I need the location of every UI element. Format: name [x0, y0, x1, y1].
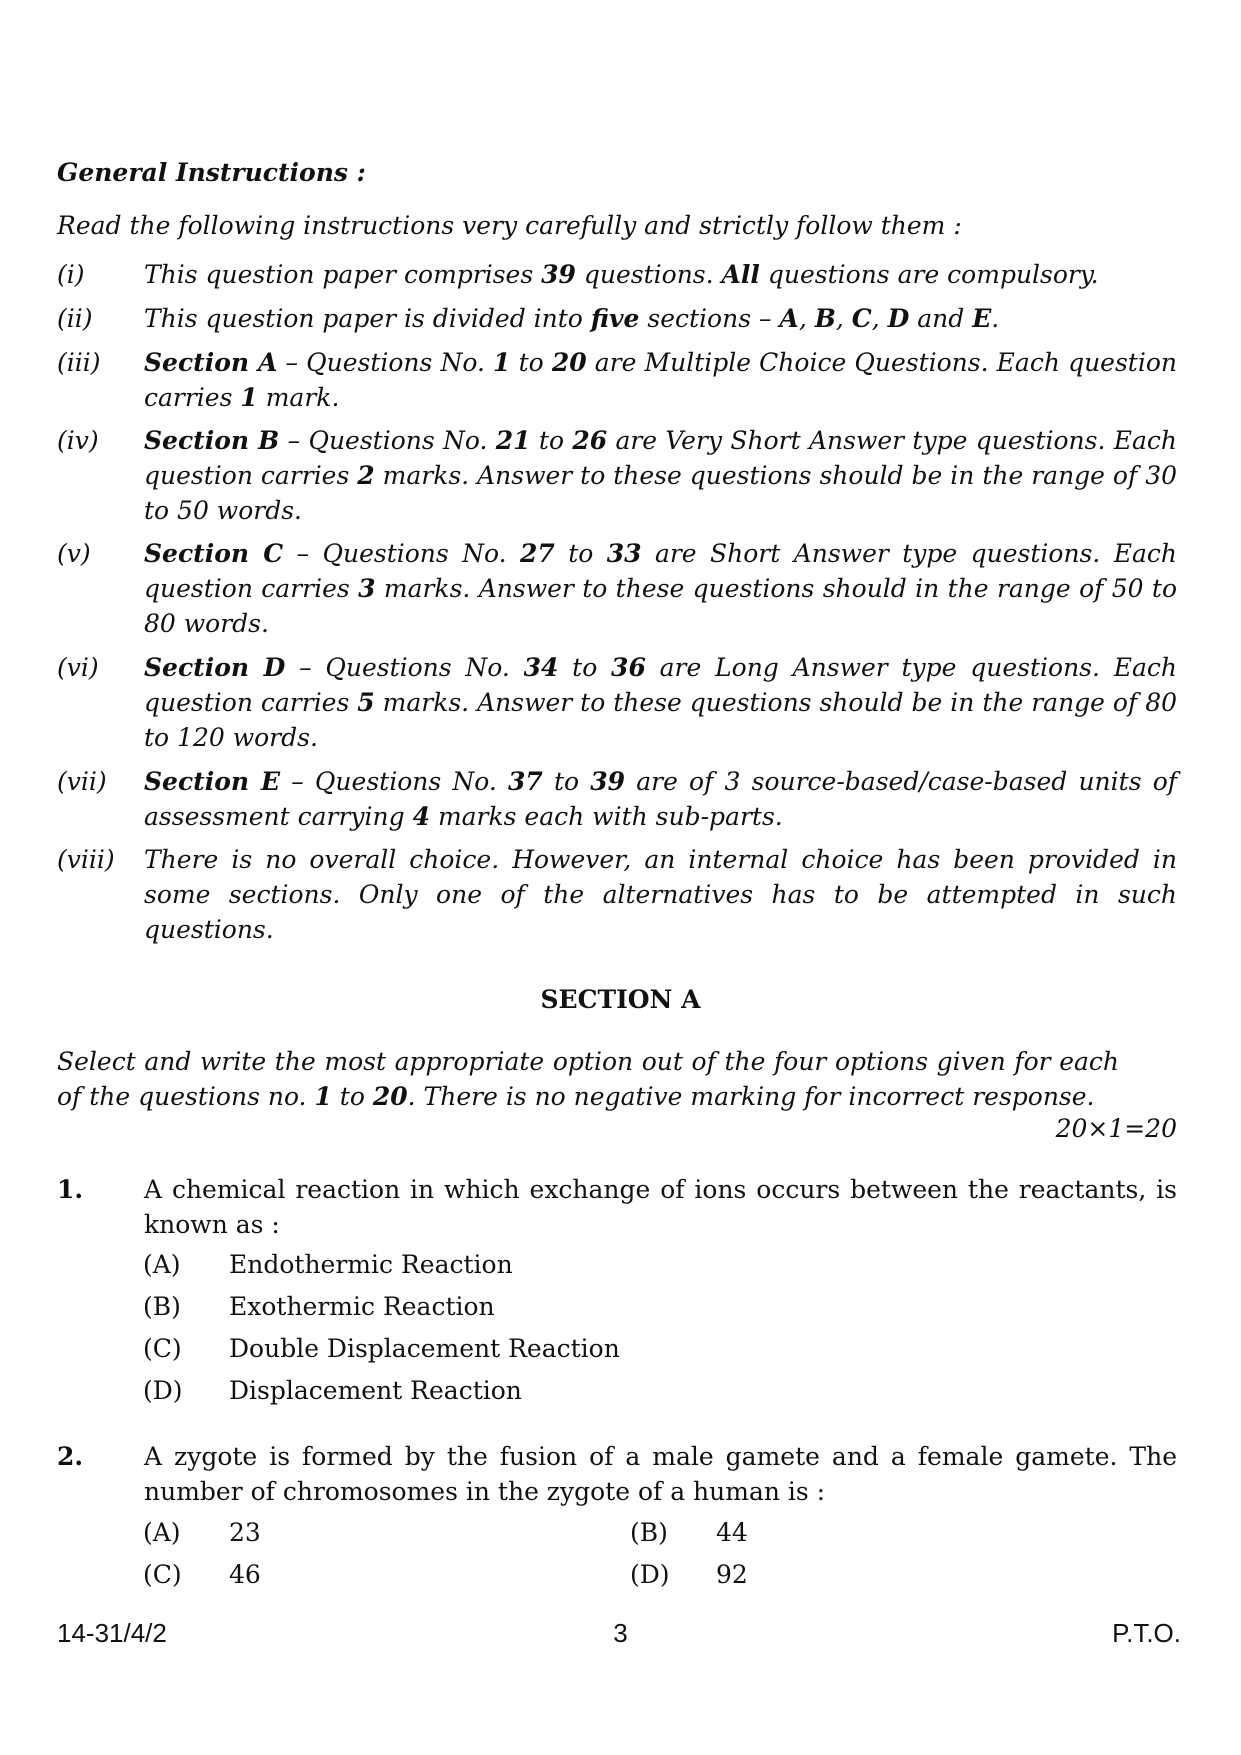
- instruction-number: (vii): [57, 767, 107, 796]
- instruction-number: (vi): [57, 653, 99, 682]
- option-text: 44: [716, 1518, 748, 1547]
- paper-code: 14-31/4/2: [57, 1618, 167, 1648]
- option-label: (C): [143, 1560, 182, 1589]
- general-instructions-intro: Read the following instructions very carefully and strictly follow them :: [57, 211, 962, 240]
- instruction-text: Section C – Questions No. 27 to 33 are Short Answer type questions. Each question carries 3 marks. Answer to these questions should in the range of 50 to 80 words.: [144, 539, 1178, 638]
- option-label: (C): [143, 1334, 182, 1363]
- instruction-text: This question paper is divided into five sections – A, B, C, D and E.: [144, 304, 1000, 333]
- section-a-title: SECTION A: [540, 985, 701, 1014]
- instruction-number: (ii): [57, 304, 93, 333]
- instruction-number: (i): [57, 260, 85, 289]
- option-label: (B): [143, 1292, 181, 1321]
- option-text: 23: [229, 1518, 261, 1547]
- instruction-text: This question paper comprises 39 questions. All questions are compulsory.: [144, 260, 1099, 289]
- instruction-text: Section B – Questions No. 21 to 26 are Very Short Answer type questions. Each question carries 2 marks. Answer to these questions should be in the range of 30 to 50 words.: [144, 426, 1178, 525]
- general-instructions-heading: General Instructions :: [57, 158, 366, 187]
- option-text: 92: [716, 1560, 748, 1589]
- option-text: Double Displacement Reaction: [229, 1334, 620, 1363]
- option-text: 46: [229, 1560, 261, 1589]
- question-number: 2.: [57, 1442, 84, 1471]
- option-text: Exothermic Reaction: [229, 1292, 495, 1321]
- option-text: Displacement Reaction: [229, 1376, 522, 1405]
- question-text: A chemical reaction in which exchange of ions occurs between the reactants, is known as :: [144, 1175, 1177, 1239]
- instruction-number: (v): [57, 539, 91, 568]
- question-text: A zygote is formed by the fusion of a male gamete and a female gamete. The number of chromosomes in the zygote of a human is :: [144, 1442, 1177, 1506]
- option-label: (D): [143, 1376, 183, 1405]
- question-number: 1.: [57, 1175, 84, 1204]
- option-label: (A): [143, 1518, 181, 1547]
- instruction-text: There is no overall choice. However, an internal choice has been provided in some sections. Only one of the alternatives has to be attempted in such questions.: [144, 845, 1177, 944]
- page-number: 3: [613, 1618, 628, 1648]
- section-a-marks: 20×1=20: [1055, 1114, 1177, 1143]
- option-label: (B): [630, 1518, 668, 1547]
- instruction-number: (viii): [57, 845, 115, 874]
- instruction-number: (iii): [57, 348, 101, 377]
- option-label: (A): [143, 1250, 181, 1279]
- option-text: Endothermic Reaction: [229, 1250, 513, 1279]
- instruction-text: Section D – Questions No. 34 to 36 are Long Answer type questions. Each question carries 5 marks. Answer to these questions should be in the range of 80 to 120 words.: [144, 653, 1178, 752]
- instruction-text: Section E – Questions No. 37 to 39 are of 3 source-based/case-based units of assessment carrying 4 marks each with sub-parts.: [144, 767, 1178, 831]
- pto-label: P.T.O.: [1112, 1618, 1181, 1648]
- section-a-instruction: Select and write the most appropriate option out of the four options given for each of the questions no. 1 to 20. There is no negative marking for incorrect response.: [57, 1047, 1119, 1111]
- instruction-text: Section A – Questions No. 1 to 20 are Multiple Choice Questions. Each question carries 1 mark.: [144, 348, 1177, 412]
- option-label: (D): [630, 1560, 670, 1589]
- instruction-number: (iv): [57, 426, 99, 455]
